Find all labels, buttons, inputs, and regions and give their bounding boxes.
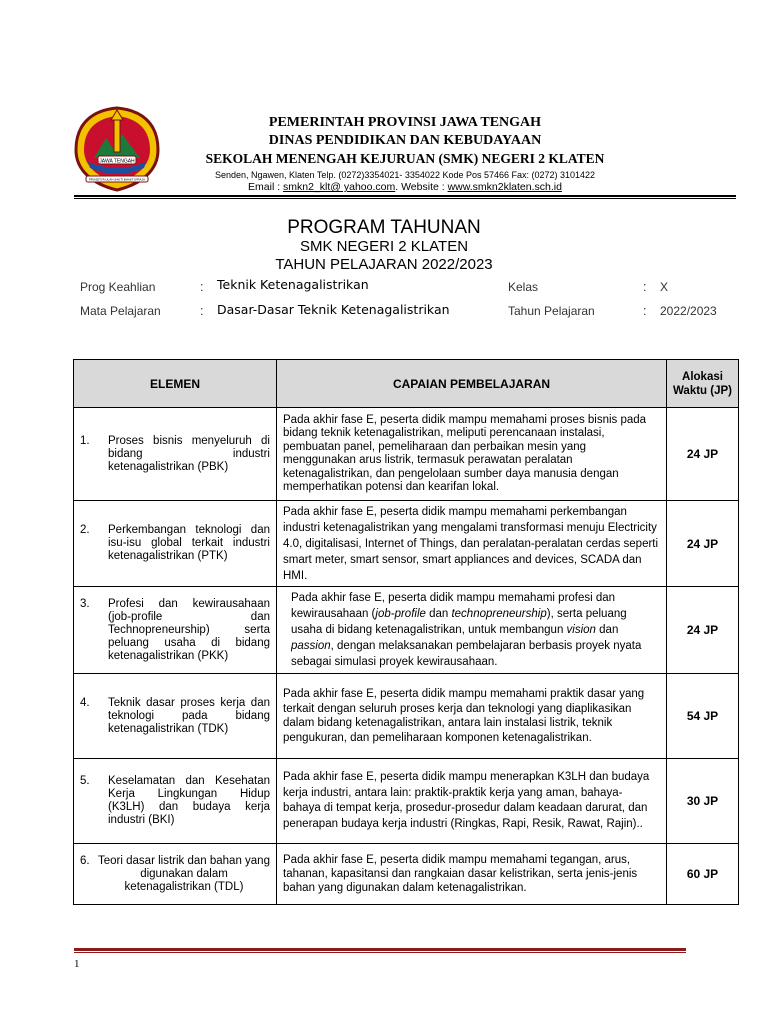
row-number: 2.: [80, 524, 90, 536]
jp-cell: 30 JP: [667, 759, 739, 844]
header-alokasi: Alokasi Waktu (JP): [667, 360, 739, 408]
elemen-cell: [74, 501, 277, 587]
capaian-table: [73, 359, 739, 905]
capaian-cell: Pada akhir fase E, peserta didik mampu memahami perkembangan industri ketenagalistrikan yang mengalami transformasi menuju Electricity 4.0, digitalisasi, Internet of Things, dan peralatan-peralatan cerdas seperti smart meter, smart sensor, smart appliances and devices, SCADA dan HMI.: [277, 501, 667, 587]
email-link[interactable]: smkn2_klt@ yahoo.com: [283, 181, 396, 193]
footer-rule-thick: [74, 948, 686, 951]
elemen-text: Teori dasar listrik dan bahan yang digunakan dalam ketenagalistrikan (TDL): [98, 854, 270, 893]
table-row: [74, 674, 739, 759]
colon: :: [643, 304, 647, 318]
colon: :: [200, 304, 204, 318]
prog-keahlian-value: Teknik Ketenagalistrikan: [217, 277, 369, 292]
letterhead-contact: [160, 181, 650, 193]
jp-cell: 54 JP: [667, 674, 739, 759]
email-label: Email :: [248, 181, 284, 193]
tahun-pelajaran-value: 2022/2023: [660, 304, 717, 318]
capaian-cell: Pada akhir fase E, peserta didik mampu menerapkan K3LH dan budaya kerja industri, antara lain: praktik-praktik kerja yang aman, bahaya-bahaya di tempat kerja, prosedur-prosedur dalam keadaan darurat, dan penerapan budaya kerja industri (Ringkas, Rapi, Resik, Rawat, Rajin)..: [277, 759, 667, 844]
elemen-text: Profesi dan kewirausahaan (job-profile dan Technopreneurship) serta peluang usaha di bidang ketenagalistrikan (PKK): [108, 597, 270, 662]
kelas-value: X: [660, 280, 669, 294]
letterhead: [160, 114, 650, 193]
colon: :: [643, 280, 647, 294]
row-number: 3.: [80, 597, 90, 610]
header-capaian: CAPAIAN PEMBELAJARAN: [277, 360, 667, 408]
letterhead-line-1: PEMERINTAH PROVINSI JAWA TENGAH: [268, 115, 542, 130]
elemen-cell: [74, 844, 277, 905]
table-row: [74, 501, 739, 587]
logo-motto-text: PRASETYA ULAH SAKTI BHAKTI PRAJA: [88, 177, 146, 182]
table-row: [74, 844, 739, 905]
table-header-row: [74, 360, 739, 408]
elemen-text: Perkembangan teknologi dan isu-isu global terkait industri ketenagalistrikan (PTK): [108, 524, 270, 562]
row-number: 6.: [80, 854, 90, 867]
doc-subtitle-year: TAHUN PELAJARAN 2022/2023: [275, 256, 493, 273]
letterhead-school-name: SEKOLAH MENENGAH KEJURUAN (SMK) NEGERI 2 KLATEN: [205, 151, 605, 166]
doc-subtitle-school: SMK NEGERI 2 KLATEN: [299, 238, 469, 255]
table-row: [74, 587, 739, 674]
letterhead-rule-thin: [74, 198, 736, 199]
footer-rule-thin: [74, 952, 686, 953]
capaian-cell: Pada akhir fase E, peserta didik mampu memahami profesi dan kewirausahaan (job-profile dan technopreneurship), serta peluang usaha di bidang ketenagalistrikan, untuk membangun vision dan passion, dengan melaksanakan pembelajaran berbasis proyek nyata sebagai simulasi proyek kewirausahaan.: [277, 587, 667, 674]
prog-keahlian-label: Prog Keahlian: [80, 280, 156, 294]
capaian-cell: Pada akhir fase E, peserta didik mampu memahami tegangan, arus, tahanan, kapasitansi dan rangkaian dasar kelistrikan, serta jenis-jenis bahan yang digunakan dalam ketenagalistrikan.: [277, 844, 667, 905]
elemen-cell: [74, 587, 277, 674]
capaian-cell: Pada akhir fase E, peserta didik mampu memahami praktik dasar yang terkait dengan seluruh proses kerja dan teknologi yang diaplikasikan dalam bidang ketenagalistrikan, antara lain instalasi listrik, teknik pengukuran, dan pemeliharaan komponen ketenagalistrikan.: [277, 674, 667, 759]
jp-cell: 60 JP: [667, 844, 739, 905]
colon: :: [200, 280, 204, 294]
capaian-cell: Pada akhir fase E, peserta didik mampu memahami proses bisnis pada bidang teknik ketenagalistrikan, meliputi perencanaan instalasi, pembuatan panel, pemeliharaan dan perbaikan mesin yang menggunakan arus listrik, termasuk perawatan peralatan ketenagalistrikan, dan pengelolaan sumber daya manusia dengan memperhatikan potensi dan kearifan lokal.: [277, 408, 667, 501]
jp-cell: 24 JP: [667, 587, 739, 674]
page-number: 1: [74, 958, 80, 970]
header-elemen: ELEMEN: [74, 360, 277, 408]
row-number: 5.: [80, 775, 90, 787]
jp-cell: 24 JP: [667, 408, 739, 501]
row-number: 1.: [80, 434, 90, 447]
row-number: 4.: [80, 696, 90, 709]
province-logo: [70, 104, 164, 194]
doc-title: PROGRAM TAHUNAN: [287, 217, 481, 238]
elemen-text: Teknik dasar proses kerja dan teknologi pada bidang ketenagalistrikan (TDK): [108, 696, 270, 735]
elemen-text: Proses bisnis menyeluruh di bidang industri ketenagalistrikan (PBK): [108, 434, 270, 473]
kelas-label: Kelas: [508, 280, 539, 294]
mata-pelajaran-value: Dasar-Dasar Teknik Ketenagalistrikan: [217, 302, 450, 317]
tahun-pelajaran-label: Tahun Pelajaran: [508, 304, 595, 318]
table-row: [74, 759, 739, 844]
elemen-cell: [74, 408, 277, 501]
letterhead-rule-thick: [74, 195, 736, 197]
letterhead-address: Senden, Ngawen, Klaten Telp. (0272)3354021- 3354022 Kode Pos 57466 Fax: (0272) 3101422: [214, 170, 596, 180]
website-label: . Website :: [395, 181, 448, 193]
logo-banner-text: JAWA TENGAH: [99, 158, 135, 165]
website-link[interactable]: www.smkn2klaten.sch.id: [447, 181, 562, 193]
mata-pelajaran-label: Mata Pelajaran: [80, 304, 161, 318]
elemen-cell: [74, 759, 277, 844]
elemen-text: Keselamatan dan Kesehatan Kerja Lingkungan Hidup (K3LH) dan budaya kerja industri (BKI): [108, 775, 270, 826]
elemen-cell: [74, 674, 277, 759]
letterhead-line-2: DINAS PENDIDIKAN DAN KEBUDAYAAN: [268, 133, 542, 148]
table-row: [74, 408, 739, 501]
jp-cell: 24 JP: [667, 501, 739, 587]
